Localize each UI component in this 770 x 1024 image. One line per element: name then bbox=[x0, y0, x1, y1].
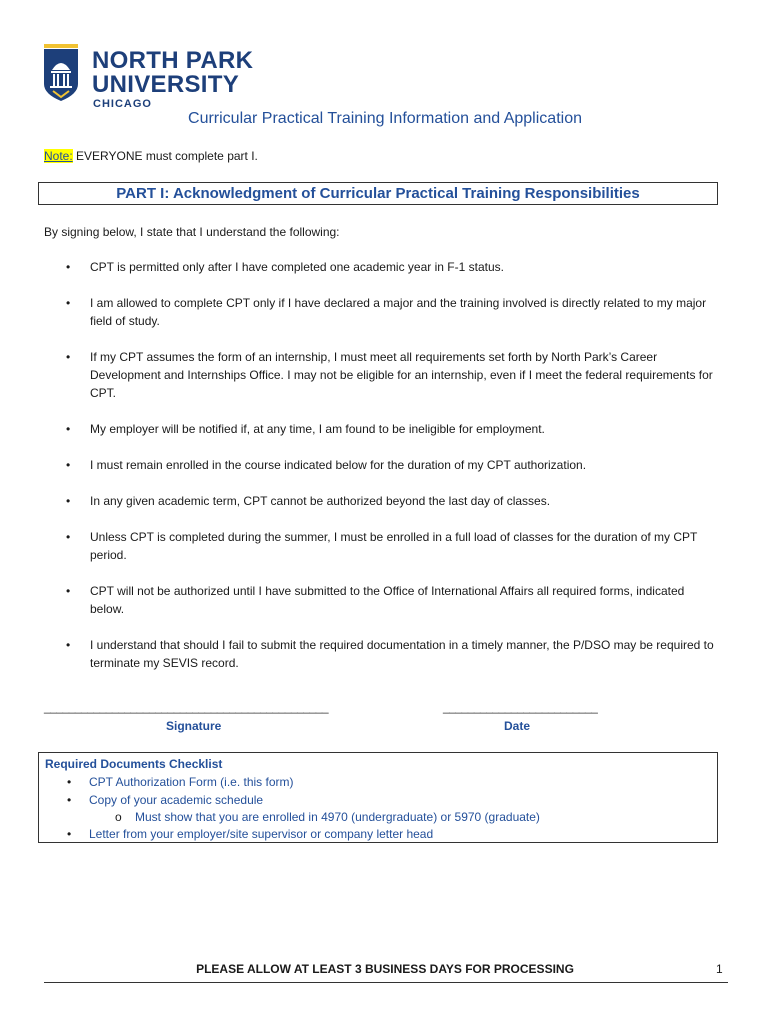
list-item-text: Unless CPT is completed during the summer, I must be enrolled in a full load of classes for the duration of my CPT period. bbox=[90, 530, 698, 562]
list-item-text: If my CPT assumes the form of an internship, I must meet all requirements set forth by North Park’s Career Development and Internships Office. I may not be eligible for an internship, even if I meet the federal requirements for CPT. bbox=[90, 350, 713, 400]
page-number: 1 bbox=[716, 962, 723, 976]
university-logo bbox=[44, 44, 274, 112]
part1-intro: By signing below, I state that I understand the following: bbox=[44, 225, 340, 239]
logo-text-north-park: NORTH PARK bbox=[92, 47, 254, 74]
list-item bbox=[60, 348, 720, 402]
list-item bbox=[60, 258, 720, 276]
bullet-icon: • bbox=[66, 458, 71, 472]
signature-field[interactable]: ______________________________________________ bbox=[44, 700, 328, 714]
list-item-text: CPT is permitted only after I have completed one academic year in F-1 status. bbox=[90, 260, 504, 274]
shield-crest-icon bbox=[44, 44, 78, 102]
footer-processing-notice: PLEASE ALLOW AT LEAST 3 BUSINESS DAYS FOR PROCESSING bbox=[196, 962, 574, 976]
list-item bbox=[60, 582, 720, 618]
responsibilities-list bbox=[60, 258, 720, 690]
list-item bbox=[60, 420, 720, 438]
bullet-icon: • bbox=[66, 260, 71, 274]
list-item-text: I am allowed to complete CPT only if I have declared a major and the training involved is directly related to my major field of study. bbox=[90, 296, 707, 328]
documents-checklist bbox=[38, 752, 718, 843]
note-line bbox=[44, 149, 258, 163]
date-label: Date bbox=[504, 719, 531, 733]
list-item-text: In any given academic term, CPT cannot be authorized beyond the last day of classes. bbox=[90, 494, 551, 508]
bullet-icon: • bbox=[66, 494, 71, 508]
bullet-icon: • bbox=[66, 422, 71, 436]
list-item bbox=[60, 636, 720, 672]
circle-bullet-icon: o bbox=[115, 810, 122, 824]
note-label: Note: bbox=[44, 149, 73, 163]
bullet-icon: • bbox=[66, 350, 71, 364]
bullet-icon: • bbox=[66, 584, 71, 598]
bullet-icon: • bbox=[67, 775, 72, 789]
part1-heading-box bbox=[38, 182, 718, 205]
date-field[interactable]: _________________________ bbox=[443, 700, 598, 714]
document-title: Curricular Practical Training Information and Application bbox=[188, 110, 582, 127]
checklist-item-text: CPT Authorization Form (i.e. this form) bbox=[89, 775, 294, 789]
checklist-subitem-text: Must show that you are enrolled in 4970 (undergraduate) or 5970 (graduate) bbox=[135, 810, 540, 824]
bullet-icon: • bbox=[67, 827, 72, 841]
checklist-title: Required Documents Checklist bbox=[45, 757, 223, 771]
bullet-icon: • bbox=[66, 296, 71, 310]
list-item-text: CPT will not be authorized until I have submitted to the Office of International Affairs all required forms, indicated below. bbox=[90, 584, 685, 616]
list-item-text: I understand that should I fail to submit the required documentation in a timely manner, the P/DSO may be required to terminate my SEVIS record. bbox=[90, 638, 714, 670]
list-item-text: My employer will be notified if, at any time, I am found to be ineligible for employment. bbox=[90, 422, 545, 436]
checklist-item-text: Letter from your employer/site supervisor or company letter head bbox=[89, 827, 434, 841]
bullet-icon: • bbox=[66, 530, 71, 544]
list-item bbox=[60, 492, 720, 510]
signature-label: Signature bbox=[166, 719, 222, 733]
checklist-item bbox=[45, 791, 711, 809]
note-text: EVERYONE must complete part I. bbox=[72, 149, 258, 163]
list-item-text: I must remain enrolled in the course indicated below for the duration of my CPT authorization. bbox=[90, 458, 587, 472]
logo-text-chicago: CHICAGO bbox=[93, 98, 152, 110]
bullet-icon: • bbox=[66, 638, 71, 652]
checklist-item bbox=[45, 773, 711, 791]
list-item bbox=[60, 456, 720, 474]
logo-text-university: UNIVERSITY bbox=[92, 71, 240, 98]
checklist-item bbox=[45, 825, 711, 843]
part1-heading: PART I: Acknowledgment of Curricular Practical Training Responsibilities bbox=[116, 185, 640, 202]
list-item bbox=[60, 294, 720, 330]
bullet-icon: • bbox=[67, 793, 72, 807]
footer-divider bbox=[44, 982, 728, 983]
list-item bbox=[60, 528, 720, 564]
checklist-item-text: Copy of your academic schedule bbox=[89, 793, 264, 807]
checklist-subitem bbox=[45, 809, 711, 825]
